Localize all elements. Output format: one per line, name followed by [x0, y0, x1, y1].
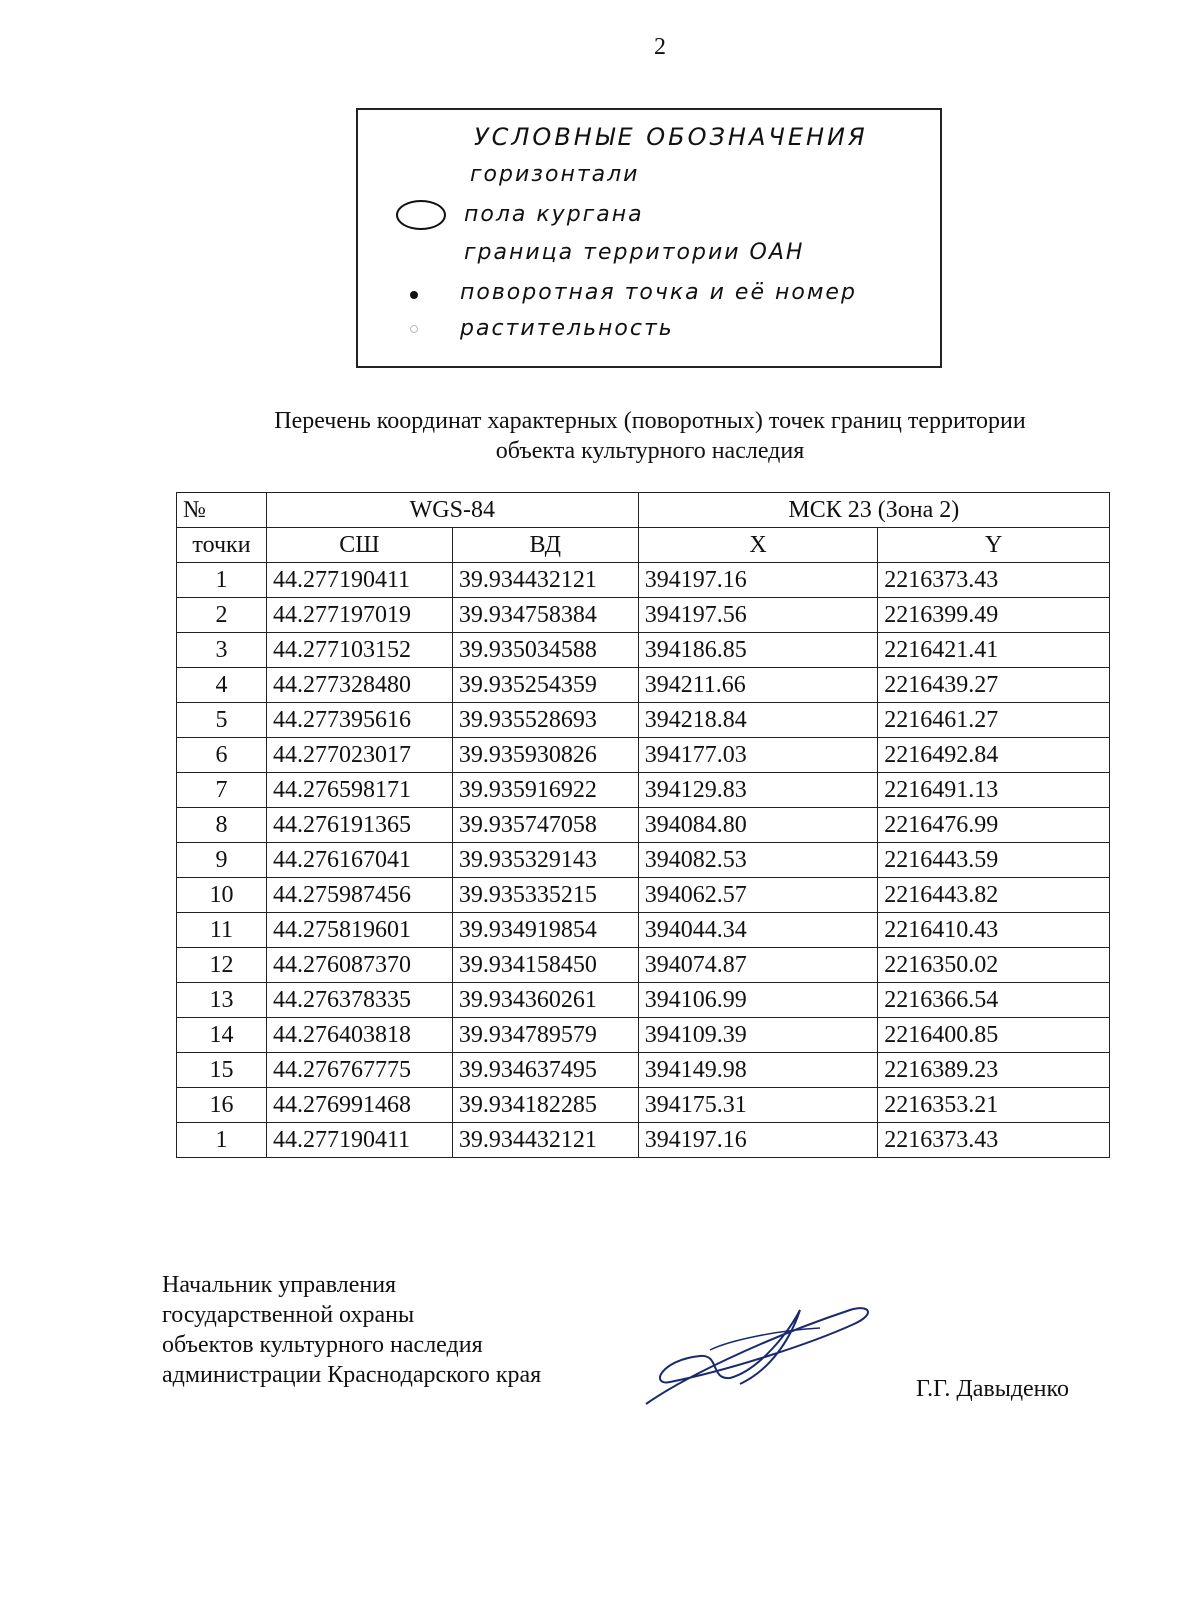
- cell-y: 2216400.85: [878, 1018, 1110, 1053]
- cell-latitude: 44.277197019: [266, 598, 452, 633]
- handwritten-signature: [640, 1300, 880, 1410]
- cell-point-number: 12: [177, 948, 267, 983]
- cell-x: 394106.99: [638, 983, 878, 1018]
- cell-latitude: 44.276191365: [266, 808, 452, 843]
- caption-line: Перечень координат характерных (поворотных) точек границ территории: [274, 408, 1026, 434]
- cell-longitude: 39.934182285: [452, 1088, 638, 1123]
- cell-longitude: 39.934758384: [452, 598, 638, 633]
- header-y: Y: [878, 528, 1110, 563]
- legend-item-label: растительность: [460, 316, 674, 341]
- table-row: [177, 808, 1110, 843]
- signature-line: объектов культурного наследия: [162, 1332, 483, 1358]
- cell-y: 2216350.02: [878, 948, 1110, 983]
- table-row: [177, 1088, 1110, 1123]
- vegetation-icon: [410, 325, 418, 333]
- legend-title: УСЛОВНЫЕ ОБОЗНАЧЕНИЯ: [474, 123, 868, 151]
- cell-y: 2216353.21: [878, 1088, 1110, 1123]
- header-x: X: [638, 528, 878, 563]
- cell-latitude: 44.277023017: [266, 738, 452, 773]
- cell-x: 394218.84: [638, 703, 878, 738]
- cell-longitude: 39.934360261: [452, 983, 638, 1018]
- page-number: 2: [654, 34, 666, 60]
- legend-item-label: пола кургана: [464, 202, 644, 227]
- cell-point-number: 8: [177, 808, 267, 843]
- header-lon: ВД: [452, 528, 638, 563]
- cell-point-number: 7: [177, 773, 267, 808]
- cell-y: 2216399.49: [878, 598, 1110, 633]
- cell-y: 2216373.43: [878, 1123, 1110, 1158]
- cell-longitude: 39.935335215: [452, 878, 638, 913]
- table-row: [177, 1018, 1110, 1053]
- cell-x: 394211.66: [638, 668, 878, 703]
- table-row: [177, 668, 1110, 703]
- table-header-row: [177, 493, 1110, 528]
- table-caption: [170, 406, 1130, 466]
- legend-item-label: поворотная точка и её номер: [460, 280, 857, 305]
- cell-latitude: 44.277190411: [266, 1123, 452, 1158]
- cell-y: 2216476.99: [878, 808, 1110, 843]
- cell-point-number: 15: [177, 1053, 267, 1088]
- table-row: [177, 1123, 1110, 1158]
- cell-longitude: 39.935916922: [452, 773, 638, 808]
- cell-point-number: 13: [177, 983, 267, 1018]
- cell-x: 394044.34: [638, 913, 878, 948]
- table-row: [177, 843, 1110, 878]
- cell-longitude: 39.934432121: [452, 1123, 638, 1158]
- cell-latitude: 44.277395616: [266, 703, 452, 738]
- cell-latitude: 44.277328480: [266, 668, 452, 703]
- cell-y: 2216443.82: [878, 878, 1110, 913]
- table-row: [177, 773, 1110, 808]
- cell-x: 394129.83: [638, 773, 878, 808]
- cell-x: 394074.87: [638, 948, 878, 983]
- dot-icon: [410, 291, 418, 299]
- cell-point-number: 1: [177, 1123, 267, 1158]
- cell-longitude: 39.935254359: [452, 668, 638, 703]
- cell-latitude: 44.276087370: [266, 948, 452, 983]
- cell-x: 394177.03: [638, 738, 878, 773]
- cell-latitude: 44.276991468: [266, 1088, 452, 1123]
- legend-item-label: горизонтали: [470, 162, 640, 187]
- ellipse-icon: [396, 200, 446, 230]
- cell-longitude: 39.935528693: [452, 703, 638, 738]
- cell-longitude: 39.935034588: [452, 633, 638, 668]
- table-row: [177, 598, 1110, 633]
- cell-y: 2216461.27: [878, 703, 1110, 738]
- cell-y: 2216410.43: [878, 913, 1110, 948]
- cell-point-number: 4: [177, 668, 267, 703]
- cell-longitude: 39.935747058: [452, 808, 638, 843]
- cell-y: 2216443.59: [878, 843, 1110, 878]
- cell-latitude: 44.276767775: [266, 1053, 452, 1088]
- signature-line: государственной охраны: [162, 1302, 415, 1328]
- cell-x: 394084.80: [638, 808, 878, 843]
- cell-point-number: 10: [177, 878, 267, 913]
- cell-latitude: 44.275987456: [266, 878, 452, 913]
- cell-point-number: 2: [177, 598, 267, 633]
- signature-line: администрации Краснодарского края: [162, 1362, 542, 1388]
- cell-x: 394149.98: [638, 1053, 878, 1088]
- signature-line: Начальник управления: [162, 1272, 397, 1298]
- cell-point-number: 9: [177, 843, 267, 878]
- cell-longitude: 39.934789579: [452, 1018, 638, 1053]
- cell-point-number: 11: [177, 913, 267, 948]
- cell-point-number: 6: [177, 738, 267, 773]
- cell-longitude: 39.934637495: [452, 1053, 638, 1088]
- caption-line: объекта культурного наследия: [495, 438, 805, 464]
- cell-longitude: 39.934432121: [452, 563, 638, 598]
- cell-x: 394175.31: [638, 1088, 878, 1123]
- cell-longitude: 39.934919854: [452, 913, 638, 948]
- cell-latitude: 44.277103152: [266, 633, 452, 668]
- cell-x: 394186.85: [638, 633, 878, 668]
- cell-point-number: 5: [177, 703, 267, 738]
- cell-y: 2216366.54: [878, 983, 1110, 1018]
- cell-x: 394197.16: [638, 563, 878, 598]
- table-row: [177, 738, 1110, 773]
- table-row: [177, 1053, 1110, 1088]
- coordinates-table: [176, 492, 1110, 1158]
- cell-longitude: 39.935329143: [452, 843, 638, 878]
- cell-longitude: 39.934158450: [452, 948, 638, 983]
- cell-latitude: 44.276378335: [266, 983, 452, 1018]
- cell-point-number: 3: [177, 633, 267, 668]
- table-row: [177, 563, 1110, 598]
- cell-point-number: 16: [177, 1088, 267, 1123]
- cell-latitude: 44.277190411: [266, 563, 452, 598]
- cell-y: 2216421.41: [878, 633, 1110, 668]
- header-lat: СШ: [266, 528, 452, 563]
- header-point: точки: [177, 528, 267, 563]
- cell-y: 2216373.43: [878, 563, 1110, 598]
- table-body: [177, 563, 1110, 1158]
- cell-latitude: 44.276167041: [266, 843, 452, 878]
- table-row: [177, 878, 1110, 913]
- cell-x: 394109.39: [638, 1018, 878, 1053]
- cell-latitude: 44.275819601: [266, 913, 452, 948]
- cell-x: 394062.57: [638, 878, 878, 913]
- table-row: [177, 983, 1110, 1018]
- table-row: [177, 703, 1110, 738]
- cell-latitude: 44.276403818: [266, 1018, 452, 1053]
- cell-x: 394082.53: [638, 843, 878, 878]
- table-row: [177, 913, 1110, 948]
- signer-name: Г.Г. Давыденко: [916, 1376, 1069, 1402]
- cell-y: 2216492.84: [878, 738, 1110, 773]
- table-row: [177, 633, 1110, 668]
- cell-x: 394197.56: [638, 598, 878, 633]
- cell-point-number: 1: [177, 563, 267, 598]
- legend-box: [356, 108, 942, 368]
- cell-y: 2216491.13: [878, 773, 1110, 808]
- header-wgs84: WGS-84: [266, 493, 638, 528]
- cell-x: 394197.16: [638, 1123, 878, 1158]
- cell-point-number: 14: [177, 1018, 267, 1053]
- table-row: [177, 948, 1110, 983]
- header-msk23: МСК 23 (Зона 2): [638, 493, 1109, 528]
- signature-block: [162, 1270, 541, 1390]
- cell-latitude: 44.276598171: [266, 773, 452, 808]
- legend-item-label: граница территории ОАН: [464, 240, 805, 265]
- cell-y: 2216439.27: [878, 668, 1110, 703]
- cell-longitude: 39.935930826: [452, 738, 638, 773]
- header-num: №: [177, 493, 267, 528]
- cell-y: 2216389.23: [878, 1053, 1110, 1088]
- table-header-row: [177, 528, 1110, 563]
